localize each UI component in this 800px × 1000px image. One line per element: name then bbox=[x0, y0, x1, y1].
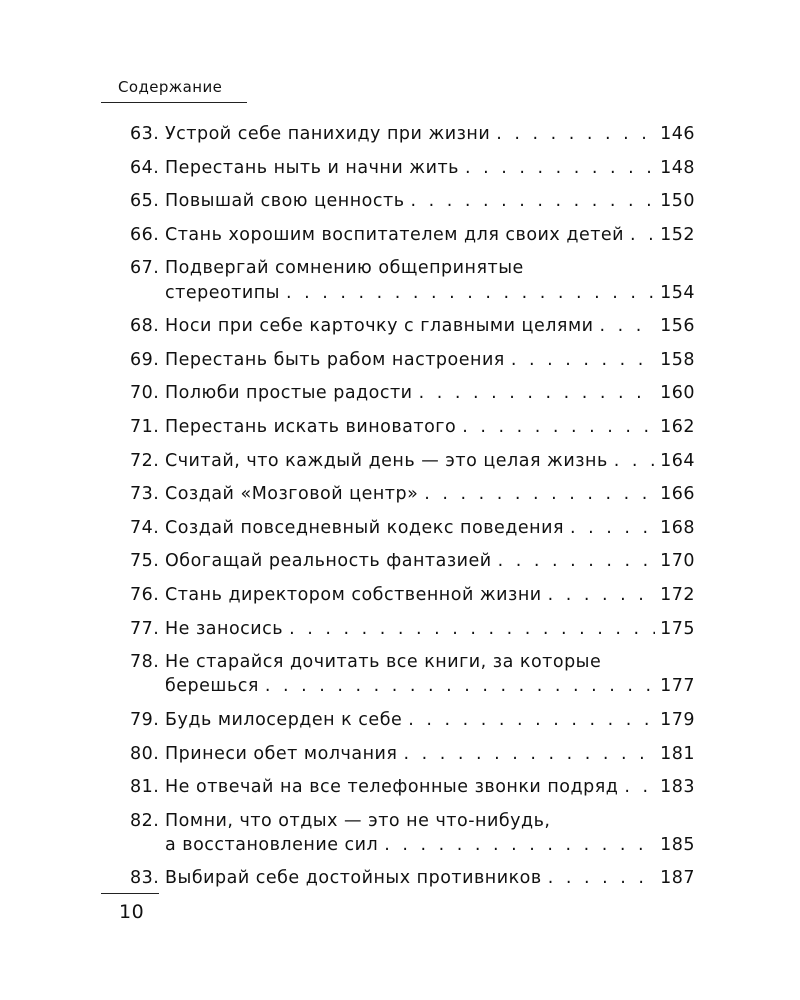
toc-entry[interactable] bbox=[130, 650, 695, 698]
toc-entry-title: Устрой себе панихиду при жизни bbox=[165, 124, 491, 144]
toc-entry-number: 67. bbox=[130, 258, 160, 279]
toc-entry-number: 77. bbox=[130, 618, 160, 639]
toc-entry-number: 83. bbox=[130, 868, 160, 889]
toc-entry-title: Не отвечай на все телефонные звонки подряд bbox=[165, 777, 619, 798]
toc-entry-title: Полюби простые радости bbox=[165, 383, 413, 404]
toc-entry[interactable] bbox=[130, 156, 695, 180]
toc-entry[interactable] bbox=[130, 223, 695, 247]
toc-entry-number: 63. bbox=[130, 124, 160, 144]
toc-entry-title: Принеси обет молчания bbox=[165, 743, 398, 764]
toc-entry-body bbox=[165, 223, 695, 247]
toc-entry-page: 181 bbox=[660, 743, 695, 764]
toc-entry-page: 166 bbox=[660, 484, 695, 505]
toc-entry-body bbox=[165, 866, 695, 890]
dot-leader bbox=[462, 415, 655, 439]
footer-rule bbox=[101, 893, 159, 894]
toc-entry-page: 177 bbox=[660, 676, 695, 697]
toc-entry-number: 70. bbox=[130, 383, 160, 404]
dot-leader bbox=[465, 156, 655, 180]
toc-entry[interactable] bbox=[130, 415, 695, 439]
toc-entry-page: 146 bbox=[660, 124, 695, 144]
toc-entry-body bbox=[165, 809, 695, 857]
toc-entry-number: 82. bbox=[130, 810, 160, 831]
toc-entry[interactable] bbox=[130, 381, 695, 405]
toc-entry-title: Перестань ныть и начни жить bbox=[165, 157, 459, 178]
toc-entry[interactable] bbox=[130, 708, 695, 732]
dot-leader bbox=[548, 866, 655, 890]
toc-entry[interactable] bbox=[130, 549, 695, 573]
toc-entry-title: Создай «Мозговой центр» bbox=[165, 484, 419, 505]
toc-entry-number: 76. bbox=[130, 584, 160, 605]
toc-entry-body bbox=[165, 708, 695, 732]
toc-entry-body bbox=[165, 775, 695, 799]
toc-entry-page: 170 bbox=[660, 551, 695, 572]
dot-leader bbox=[496, 122, 655, 146]
toc-entry[interactable] bbox=[130, 449, 695, 473]
toc-entry-title: Не заносись bbox=[165, 618, 284, 639]
dot-leader bbox=[286, 281, 655, 305]
toc-entry-page: 172 bbox=[660, 584, 695, 605]
toc-entry-title: берешься bbox=[165, 676, 259, 697]
dot-leader bbox=[265, 674, 655, 698]
toc-entry-title: Носи при себе карточку с главными целями bbox=[165, 316, 594, 337]
toc-entry-page: 160 bbox=[660, 383, 695, 404]
toc-entry-title: Перестань искать виноватого bbox=[165, 416, 457, 437]
dot-leader bbox=[411, 189, 655, 213]
toc-entry-number: 64. bbox=[130, 157, 160, 178]
toc-entry-title: Повышай свою ценность bbox=[165, 191, 405, 212]
toc-entry-title: Считай, что каждый день — это целая жизнь bbox=[165, 450, 608, 471]
toc-entry-page: 154 bbox=[660, 282, 695, 303]
dot-leader bbox=[419, 381, 655, 405]
toc-entry-number: 75. bbox=[130, 551, 160, 572]
toc-entry[interactable] bbox=[130, 122, 695, 146]
toc-entry-body bbox=[165, 449, 695, 473]
dot-leader bbox=[600, 314, 655, 338]
toc-entry-page: 175 bbox=[660, 618, 695, 639]
toc-entry-title: Выбирай себе достойных противников bbox=[165, 868, 542, 889]
dot-leader bbox=[511, 348, 655, 372]
toc-entry-body bbox=[165, 122, 695, 146]
toc-entry-body bbox=[165, 516, 695, 540]
toc-entry-body bbox=[165, 482, 695, 506]
toc-entry[interactable] bbox=[130, 516, 695, 540]
toc-entry-title: Помни, что отдых — это не что-нибудь, bbox=[165, 810, 551, 831]
toc-entry-page: 152 bbox=[660, 224, 695, 245]
toc-entry-page: 148 bbox=[660, 157, 695, 178]
toc-entry[interactable] bbox=[130, 189, 695, 213]
toc-entry-number: 72. bbox=[130, 450, 160, 471]
toc-entry[interactable] bbox=[130, 775, 695, 799]
toc-entry-number: 80. bbox=[130, 743, 160, 764]
toc-entry-number: 68. bbox=[130, 316, 160, 337]
toc-entry-body bbox=[165, 256, 695, 304]
toc-entry-title: Стань директором собственной жизни bbox=[165, 584, 542, 605]
toc-entry-body bbox=[165, 156, 695, 180]
toc-entry-page: 168 bbox=[660, 517, 695, 538]
section-header: Содержание bbox=[101, 78, 247, 103]
toc-entry[interactable] bbox=[130, 617, 695, 641]
toc-entry-title: Будь милосерден к себе bbox=[165, 709, 403, 730]
toc-entry[interactable] bbox=[130, 256, 695, 304]
toc-entry-title: Обогащай реальность фантазией bbox=[165, 551, 492, 572]
toc-entry-number: 65. bbox=[130, 191, 160, 212]
toc-entry-page: 158 bbox=[660, 349, 695, 370]
dot-leader bbox=[403, 742, 655, 766]
toc-entry-title: Не старайся дочитать все книги, за которые bbox=[165, 652, 602, 673]
dot-leader bbox=[548, 583, 655, 607]
toc-entry-number: 73. bbox=[130, 484, 160, 505]
toc-entry-title: Стань хорошим воспитателем для своих детей bbox=[165, 224, 625, 245]
toc-entry[interactable] bbox=[130, 583, 695, 607]
dot-leader bbox=[498, 549, 655, 573]
toc-entry[interactable] bbox=[130, 314, 695, 338]
toc-entry-number: 78. bbox=[130, 652, 160, 673]
toc-entry-title: Подвергай сомнению общепринятые bbox=[165, 258, 524, 279]
toc-entry[interactable] bbox=[130, 348, 695, 372]
toc-entry-title: Перестань быть рабом настроения bbox=[165, 349, 505, 370]
toc-entry-body bbox=[165, 189, 695, 213]
toc-entry-number: 71. bbox=[130, 416, 160, 437]
toc-entry-number: 69. bbox=[130, 349, 160, 370]
dot-leader bbox=[384, 833, 655, 857]
toc-entry-title: Создай повседневный кодекс поведения bbox=[165, 517, 564, 538]
toc-entry-page: 150 bbox=[660, 191, 695, 212]
toc-entry[interactable] bbox=[130, 866, 695, 890]
toc-entry-body bbox=[165, 314, 695, 338]
toc-entry-number: 79. bbox=[130, 709, 160, 730]
toc-entry-body bbox=[165, 583, 695, 607]
toc-entry-body bbox=[165, 617, 695, 641]
toc-entry-title: а восстановление сил bbox=[165, 834, 379, 855]
toc-entry-page: 183 bbox=[660, 777, 695, 798]
toc-entry-body bbox=[165, 381, 695, 405]
toc-entry-body bbox=[165, 650, 695, 698]
toc-entry-number: 81. bbox=[130, 777, 160, 798]
toc-entry[interactable] bbox=[130, 482, 695, 506]
toc-entry-body bbox=[165, 348, 695, 372]
dot-leader bbox=[630, 223, 655, 247]
toc-entry-page: 164 bbox=[660, 450, 695, 471]
toc-entry-page: 179 bbox=[660, 709, 695, 730]
dot-leader bbox=[408, 708, 655, 732]
toc-entry-body bbox=[165, 549, 695, 573]
toc-entry-title: стереотипы bbox=[165, 282, 280, 303]
toc-entry-number: 66. bbox=[130, 224, 160, 245]
toc-entry-body bbox=[165, 742, 695, 766]
page-number: 10 bbox=[119, 901, 145, 923]
toc-entry-page: 185 bbox=[660, 834, 695, 855]
toc-entry-page: 162 bbox=[660, 416, 695, 437]
dot-leader bbox=[624, 775, 655, 799]
dot-leader bbox=[289, 617, 655, 641]
table-of-contents bbox=[130, 122, 695, 900]
toc-entry-body bbox=[165, 415, 695, 439]
toc-entry[interactable] bbox=[130, 742, 695, 766]
dot-leader bbox=[424, 482, 655, 506]
toc-entry-page: 187 bbox=[660, 868, 695, 889]
toc-entry-page: 156 bbox=[660, 316, 695, 337]
dot-leader bbox=[570, 516, 655, 540]
dot-leader bbox=[614, 449, 655, 473]
toc-entry-number: 74. bbox=[130, 517, 160, 538]
toc-entry[interactable] bbox=[130, 809, 695, 857]
